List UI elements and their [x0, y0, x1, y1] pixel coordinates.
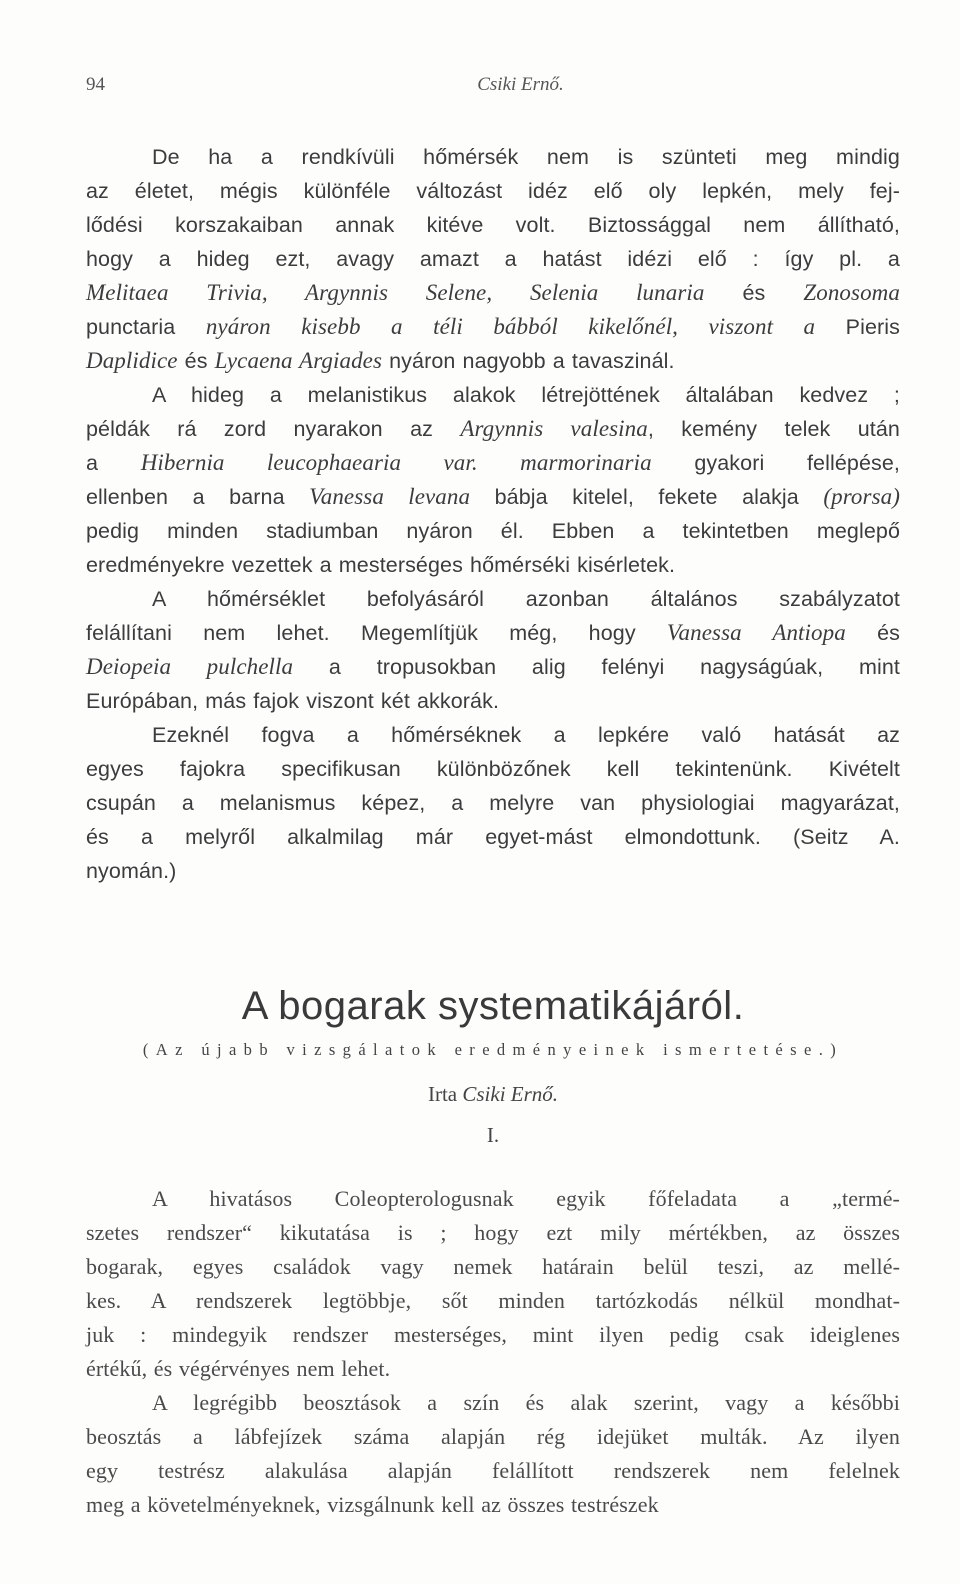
text-segment: és [177, 349, 215, 373]
lower-text-block [86, 1182, 900, 1522]
text-line [86, 480, 900, 514]
italic-text: Vanessa levana [309, 484, 471, 509]
text-line: A hőmérséklet befolyásáról azonban általános szabályzatot [152, 587, 900, 611]
text-line: pedig minden stadiumban nyáron él. Ebben a tekintetben meglepő [86, 519, 900, 543]
text-line [86, 310, 900, 344]
paragraph [86, 140, 900, 378]
italic-text: Vanessa Antiopa [666, 620, 846, 645]
section-subtitle: (Az újabb vizsgálatok eredményeinek ismertetése.) [142, 1040, 844, 1059]
running-head-text: Csiki Ernő. [477, 74, 564, 95]
italic-text: Lycaena Argiades [214, 348, 383, 373]
text-line: lődési korszakaiban annak kitéve volt. Biztossággal nem állítható, [86, 213, 900, 237]
italic-text: (prorsa) [823, 484, 900, 509]
page-number: 94 [86, 74, 105, 95]
text-segment: felállítani nem lehet. Megemlítjük még, hogy [86, 621, 667, 645]
text-line: A hivatásos Coleopterologusnak egyik főfeladata a „termé- [152, 1186, 900, 1211]
text-segment: Pieris [845, 315, 900, 339]
italic-text: nyáron kisebb a téli bábból kikelőnél, viszont a [175, 314, 846, 339]
text-segment: , kemény telek után [647, 417, 900, 441]
section-title: A bogarak systematikájáról. [241, 984, 745, 1028]
page-header [86, 74, 900, 100]
text-segment: punctaria [86, 315, 176, 339]
text-line [86, 276, 900, 310]
byline-author: Csiki Ernő. [462, 1082, 559, 1106]
paragraph [86, 582, 900, 718]
text-line: Európában, más fajok viszont két akkorák. [86, 689, 500, 713]
italic-text: Melitaea Trivia, Argynnis Selene, Selenia lunaria [86, 280, 705, 305]
text-line [86, 344, 900, 378]
text-segment: a [86, 451, 141, 475]
text-segment: és [845, 621, 900, 645]
text-line: egy testrész alakulása alapján felállított rendszerek nem felelnek [86, 1458, 900, 1483]
italic-text: Daplidice [86, 348, 178, 373]
text-line: eredményekre vezettek a mesterséges hőmérséki kisérletek. [86, 553, 676, 577]
text-line: hogy a hideg ezt, avagy amazt a hatást idézi elő : így pl. a [86, 247, 900, 271]
text-segment: a tropusokban alig felényi nagyságúak, mint [293, 655, 900, 679]
upper-text-block [86, 140, 900, 888]
text-line: De ha a rendkívüli hőmérsék nem is szünteti meg mindig [152, 145, 900, 169]
text-line: és a melyről alkalmilag már egyet-mást elmondottunk. (Seitz A. [86, 825, 900, 849]
text-segment: bábja kitelel, fekete alakja [470, 485, 824, 509]
italic-text: Hibernia leucophaearia var. marmorinaria [140, 450, 652, 475]
text-line: csupán a melanismus képez, a melyre van physiologiai magyarázat, [86, 791, 900, 815]
text-line: egyes fajokra specifikusan különbözőnek kell tekintenünk. Kivételt [86, 757, 900, 781]
italic-text: Deiopeia pulchella [86, 654, 294, 679]
text-line: kes. A rendszerek legtöbbje, sőt minden tartózkodás nélkül mondhat- [86, 1288, 900, 1313]
byline [86, 1082, 900, 1107]
text-segment: ellenben a barna [86, 485, 310, 509]
text-line: A hideg a melanistikus alakok létrejöttének általában kedvez ; [152, 383, 900, 407]
text-line: juk : mindegyik rendszer mesterséges, mint ilyen pedig csak ideiglenes [86, 1322, 900, 1347]
section-number: I. [486, 1123, 500, 1147]
text-line: értékű, és végérvényes nem lehet. [86, 1356, 391, 1381]
text-line: szetes rendszer“ kikutatása is ; hogy ezt mily mértékben, az összes [86, 1220, 900, 1245]
text-line [86, 412, 900, 446]
text-line: A legrégibb beosztások a szín és alak szerint, vagy a későbbi [152, 1390, 900, 1415]
text-line [86, 616, 900, 650]
text-segment: nyáron nagyobb a tavaszinál. [382, 349, 675, 373]
text-line: nyomán.) [86, 859, 177, 883]
text-line [86, 446, 900, 480]
text-line: az életet, mégis különféle változást idéz elő oly lepkén, mely fej- [86, 179, 900, 203]
running-head [86, 74, 900, 96]
text-segment: és [704, 281, 804, 305]
text-line [86, 650, 900, 684]
text-line: beosztás a lábfejízek száma alapján rég idejüket multák. Az ilyen [86, 1424, 900, 1449]
paragraph [86, 1386, 900, 1522]
text-segment: gyakori fellépése, [651, 451, 900, 475]
text-segment: példák rá zord nyarakon az [86, 417, 461, 441]
byline-prefix: Irta [427, 1082, 458, 1106]
italic-text: Argynnis valesina [460, 416, 648, 441]
paragraph [86, 718, 900, 888]
text-line: Ezeknél fogva a hőmérséknek a lepkére való hatását az [152, 723, 900, 747]
text-line: meg a követelményeknek, vizsgálnunk kell az összes testrészek [86, 1492, 659, 1517]
italic-text: Zonosoma [803, 280, 900, 305]
text-line: bogarak, egyes családok vagy nemek határain belül teszi, az mellé- [86, 1254, 900, 1279]
paragraph [86, 1182, 900, 1386]
paragraph [86, 378, 900, 582]
